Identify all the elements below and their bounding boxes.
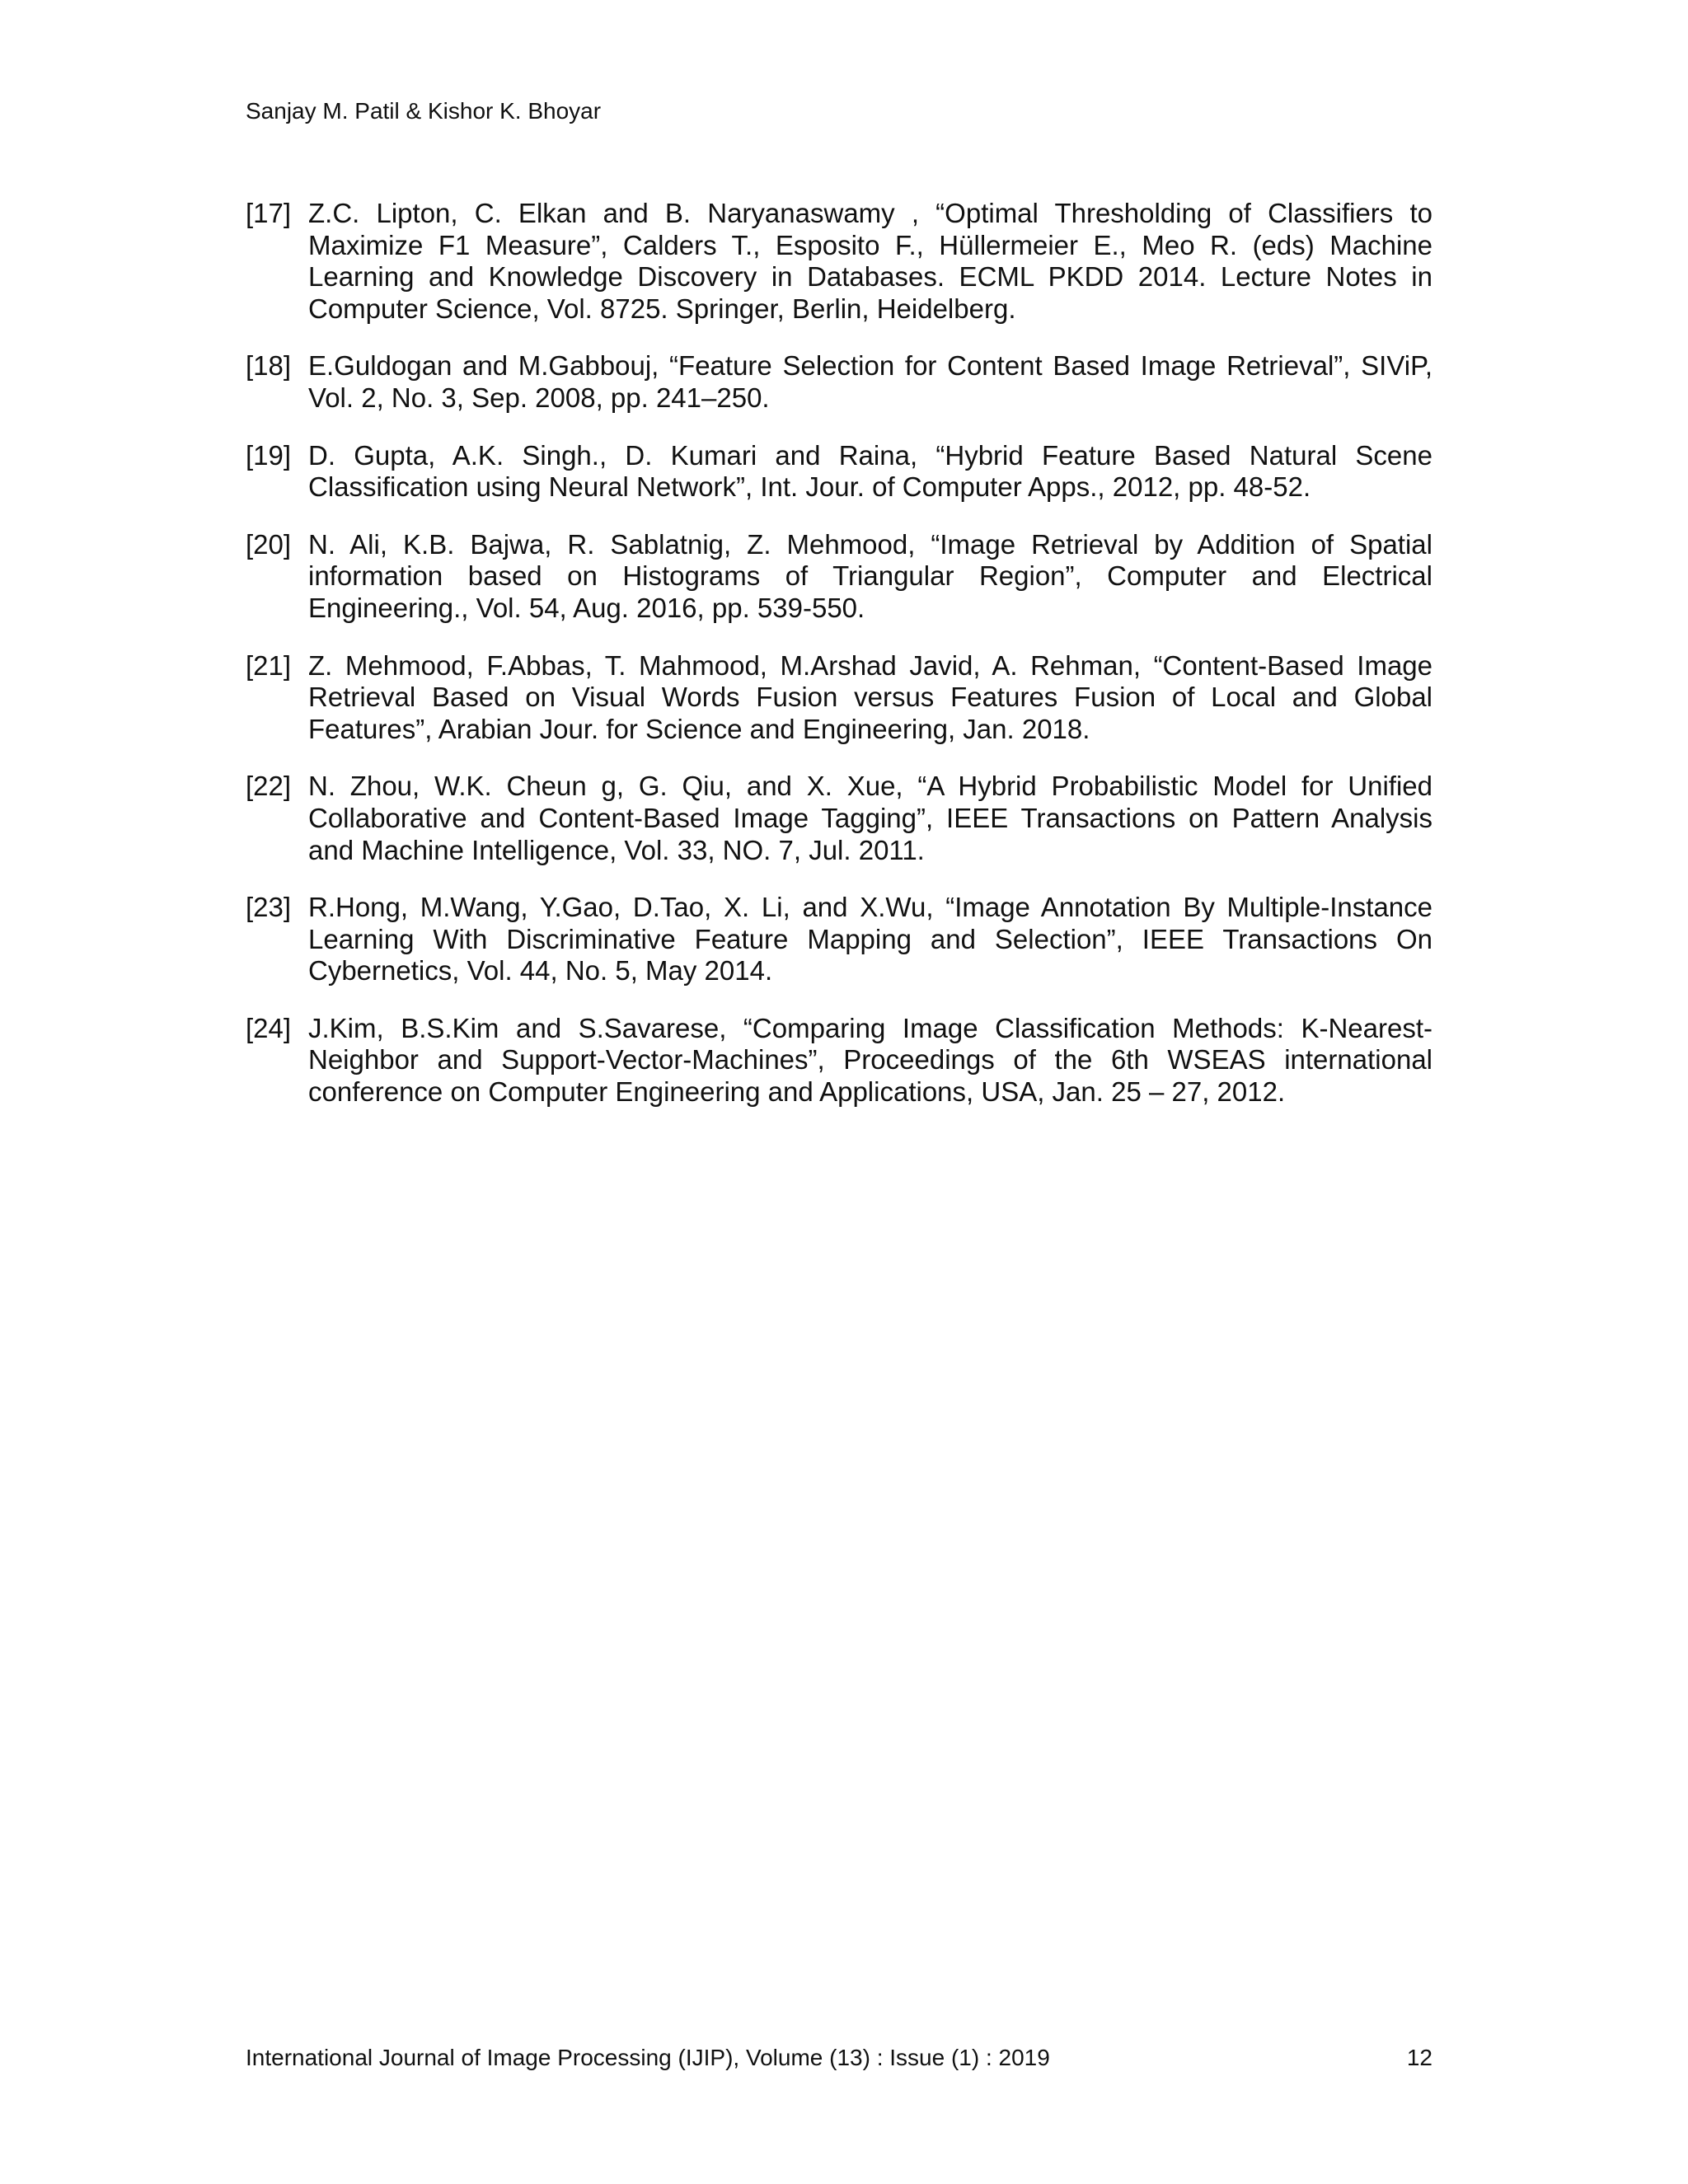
reference-number: [19] [246, 439, 292, 471]
reference-number: [24] [246, 1012, 292, 1043]
reference-number: [23] [246, 892, 292, 923]
reference-list [246, 198, 1432, 1134]
reference-text: Z. Mehmood, F.Abbas, T. Mahmood, M.Arshad Javid, A. Rehman, “Content-Based Image Retrieval Based on Visual Words Fusion versus Features Fusion of Local and Global Features”, Arabian Jour. for Science and Engineering, Jan. 2018. [308, 649, 1432, 744]
reference-text: J.Kim, B.S.Kim and S.Savarese, “Comparing Image Classification Methods: K-Nearest-Neighbor and Support-Vector-Machines”, Proceedings of the 6th WSEAS international conference on Computer Engineering and Applications, USA, Jan. 25 – 27, 2012. [308, 1012, 1432, 1108]
reference-item [246, 1013, 1432, 1108]
reference-number: [21] [246, 649, 292, 681]
reference-item [246, 529, 1432, 625]
reference-number: [20] [246, 528, 292, 560]
reference-text: Z.C. Lipton, C. Elkan and B. Naryanaswamy , “Optimal Thresholding of Classifiers to Maximize F1 Measure”, Calders T., Esposito F., Hüllermeier E., Meo R. (eds) Machine Learning and Knowledge Discovery in Databases. ECML PKDD 2014. Lecture Notes in Computer Science, Vol. 8725. Springer, Berlin, Heidelberg. [308, 198, 1432, 324]
reference-item [246, 650, 1432, 746]
reference-item [246, 892, 1432, 987]
reference-item [246, 440, 1432, 504]
reference-item [246, 350, 1432, 414]
footer-journal-info: International Journal of Image Processing (IJIP), Volume (13) : Issue (1) : 2019 [246, 2045, 1050, 2070]
reference-text: D. Gupta, A.K. Singh., D. Kumari and Raina, “Hybrid Feature Based Natural Scene Classification using Neural Network”, Int. Jour. of Computer Apps., 2012, pp. 48-52. [308, 439, 1432, 503]
reference-text: N. Ali, K.B. Bajwa, R. Sablatnig, Z. Mehmood, “Image Retrieval by Addition of Spatial information based on Histograms of Triangular Region”, Computer and Electrical Engineering., Vol. 54, Aug. 2016, pp. 539-550. [308, 528, 1432, 623]
reference-number: [18] [246, 350, 292, 382]
reference-text: E.Guldogan and M.Gabbouj, “Feature Selection for Content Based Image Retrieval”, SIViP, Vol. 2, No. 3, Sep. 2008, pp. 241–250. [308, 350, 1432, 413]
reference-item [246, 771, 1432, 866]
reference-number: [22] [246, 771, 292, 802]
reference-text: R.Hong, M.Wang, Y.Gao, D.Tao, X. Li, and X.Wu, “Image Annotation By Multiple-Instance Learning With Discriminative Feature Mapping and Selection”, IEEE Transactions On Cybernetics, Vol. 44, No. 5, May 2014. [308, 892, 1432, 987]
reference-number: [17] [246, 198, 292, 228]
page-number: 12 [1406, 2045, 1432, 2070]
running-head-authors: Sanjay M. Patil & Kishor K. Bhoyar [246, 98, 602, 124]
reference-item [246, 198, 1432, 325]
reference-text: N. Zhou, W.K. Cheun g, G. Qiu, and X. Xue, “A Hybrid Probabilistic Model for Unified Collaborative and Content-Based Image Tagging”, IEEE Transactions on Pattern Analysis and Machine Intelligence, Vol. 33, NO. 7, Jul. 2011. [308, 771, 1432, 865]
